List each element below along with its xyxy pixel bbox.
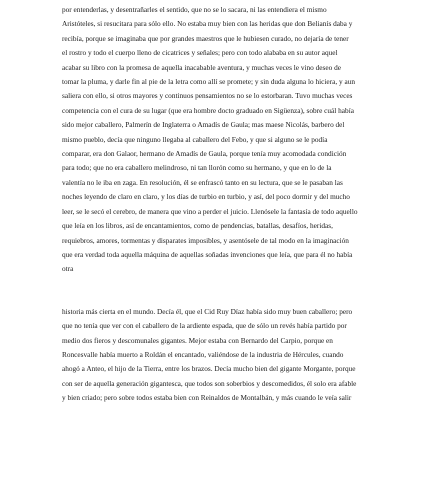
paragraph-2 [62,305,382,406]
text-line: que era verdad toda aquella máquina de aquellas soñadas invenciones que leía, que para él no había [62,249,353,259]
text-line: acabar su libro con la promesa de aquella inacabable aventura, y muchas veces le vino deseo de [62,62,341,72]
text-line: y bien criado; pero sobre todos estaba bien con Reinaldos de Montalbán, y más cuando le veía salir [62,393,352,403]
text-line: medio dos fieros y descomunales gigantes. Mejor estaba con Bernardo del Carpio, porque en [62,335,333,345]
text-line: noches leyendo de claro en claro, y los días de turbio en turbio, y así, del poco dormir y del mucho [62,192,350,202]
text-line: valentía no le iba en zaga. En resolución, él se enfrascó tanto en su lectura, que se le pasaban las [62,177,343,187]
paragraph-1 [62,3,382,277]
text-line: el rostro y todo el cuerpo lleno de cicatrices y señales; pero con todo alababa en su autor aquel [62,48,338,58]
text-line: otra [62,264,74,274]
text-line: que no tenía que ver con el caballero de la ardiente espada, que de sólo un revés había partido por [62,321,347,331]
text-line: con ser de aquella generación gigantesca, que todos son soberbios y descomedidos, él solo era afable [62,378,357,388]
text-line: Aristóteles, si resucitara para sólo ello. No estaba muy bien con las heridas que don Belianís daba y [62,19,353,29]
text-line: requiebros, amores, tormentas y disparates imposibles, y asentósele de tal modo en la imaginación [62,235,349,245]
document-page [62,3,382,406]
text-line: competencia con el cura de su lugar (que era hombre docto graduado en Sigüenza), sobre cuál había [62,105,354,115]
text-line: tomar la pluma, y darle fin al pie de la letra como allí se promete; y sin duda alguna lo hiciera, y aun [62,77,355,87]
text-line: para todo; que no era caballero melindroso, ni tan llorón como su hermano, y que en lo de la [62,163,332,173]
text-line: sido mejor caballero, Palmerín de Inglaterra o Amadís de Gaula; mas maese Nicolás, barbero del [62,120,345,130]
paragraph-spacer [62,277,382,305]
text-line: recibía, porque se imaginaba que por grandes maestros que le hubiesen curado, no dejaría de tener [62,33,349,43]
text-line: por entenderlas, y desentrañarles el sentido, que no se lo sacara, ni las entendiera el mismo [62,5,327,14]
text-line: que leía en los libros, así de encantamientos, como de pendencias, batallas, desafíos, heridas, [62,221,333,231]
text-line: comparar, era don Galaor, hermano de Amadís de Gaula, porque tenía muy acomodada condición [62,149,347,159]
text-line: Roncesvalle había muerto a Roldán el encantado, valiéndose de la industria de Hércules, cuando [62,349,344,359]
text-line: leer, se le secó el cerebro, de manera que vino a perder el juicio. Llenósele la fantasía de todo aquello [62,206,358,216]
text-line: historia más cierta en el mundo. Decía él, que el Cid Ruy Díaz había sido muy buen caballero; pero [62,306,353,316]
text-line: saliera con ello, si otros mayores y continuos pensamientos no se lo estorbaran. Tuvo muchas veces [62,91,353,101]
text-line: mismo pueblo, decía que ninguno llegaba al caballero del Febo, y que si alguno se le podía [62,134,328,144]
text-line: ahogó a Anteo, el hijo de la Tierra, entre los brazos. Decía mucho bien del gigante Morgante, porque [62,364,356,374]
